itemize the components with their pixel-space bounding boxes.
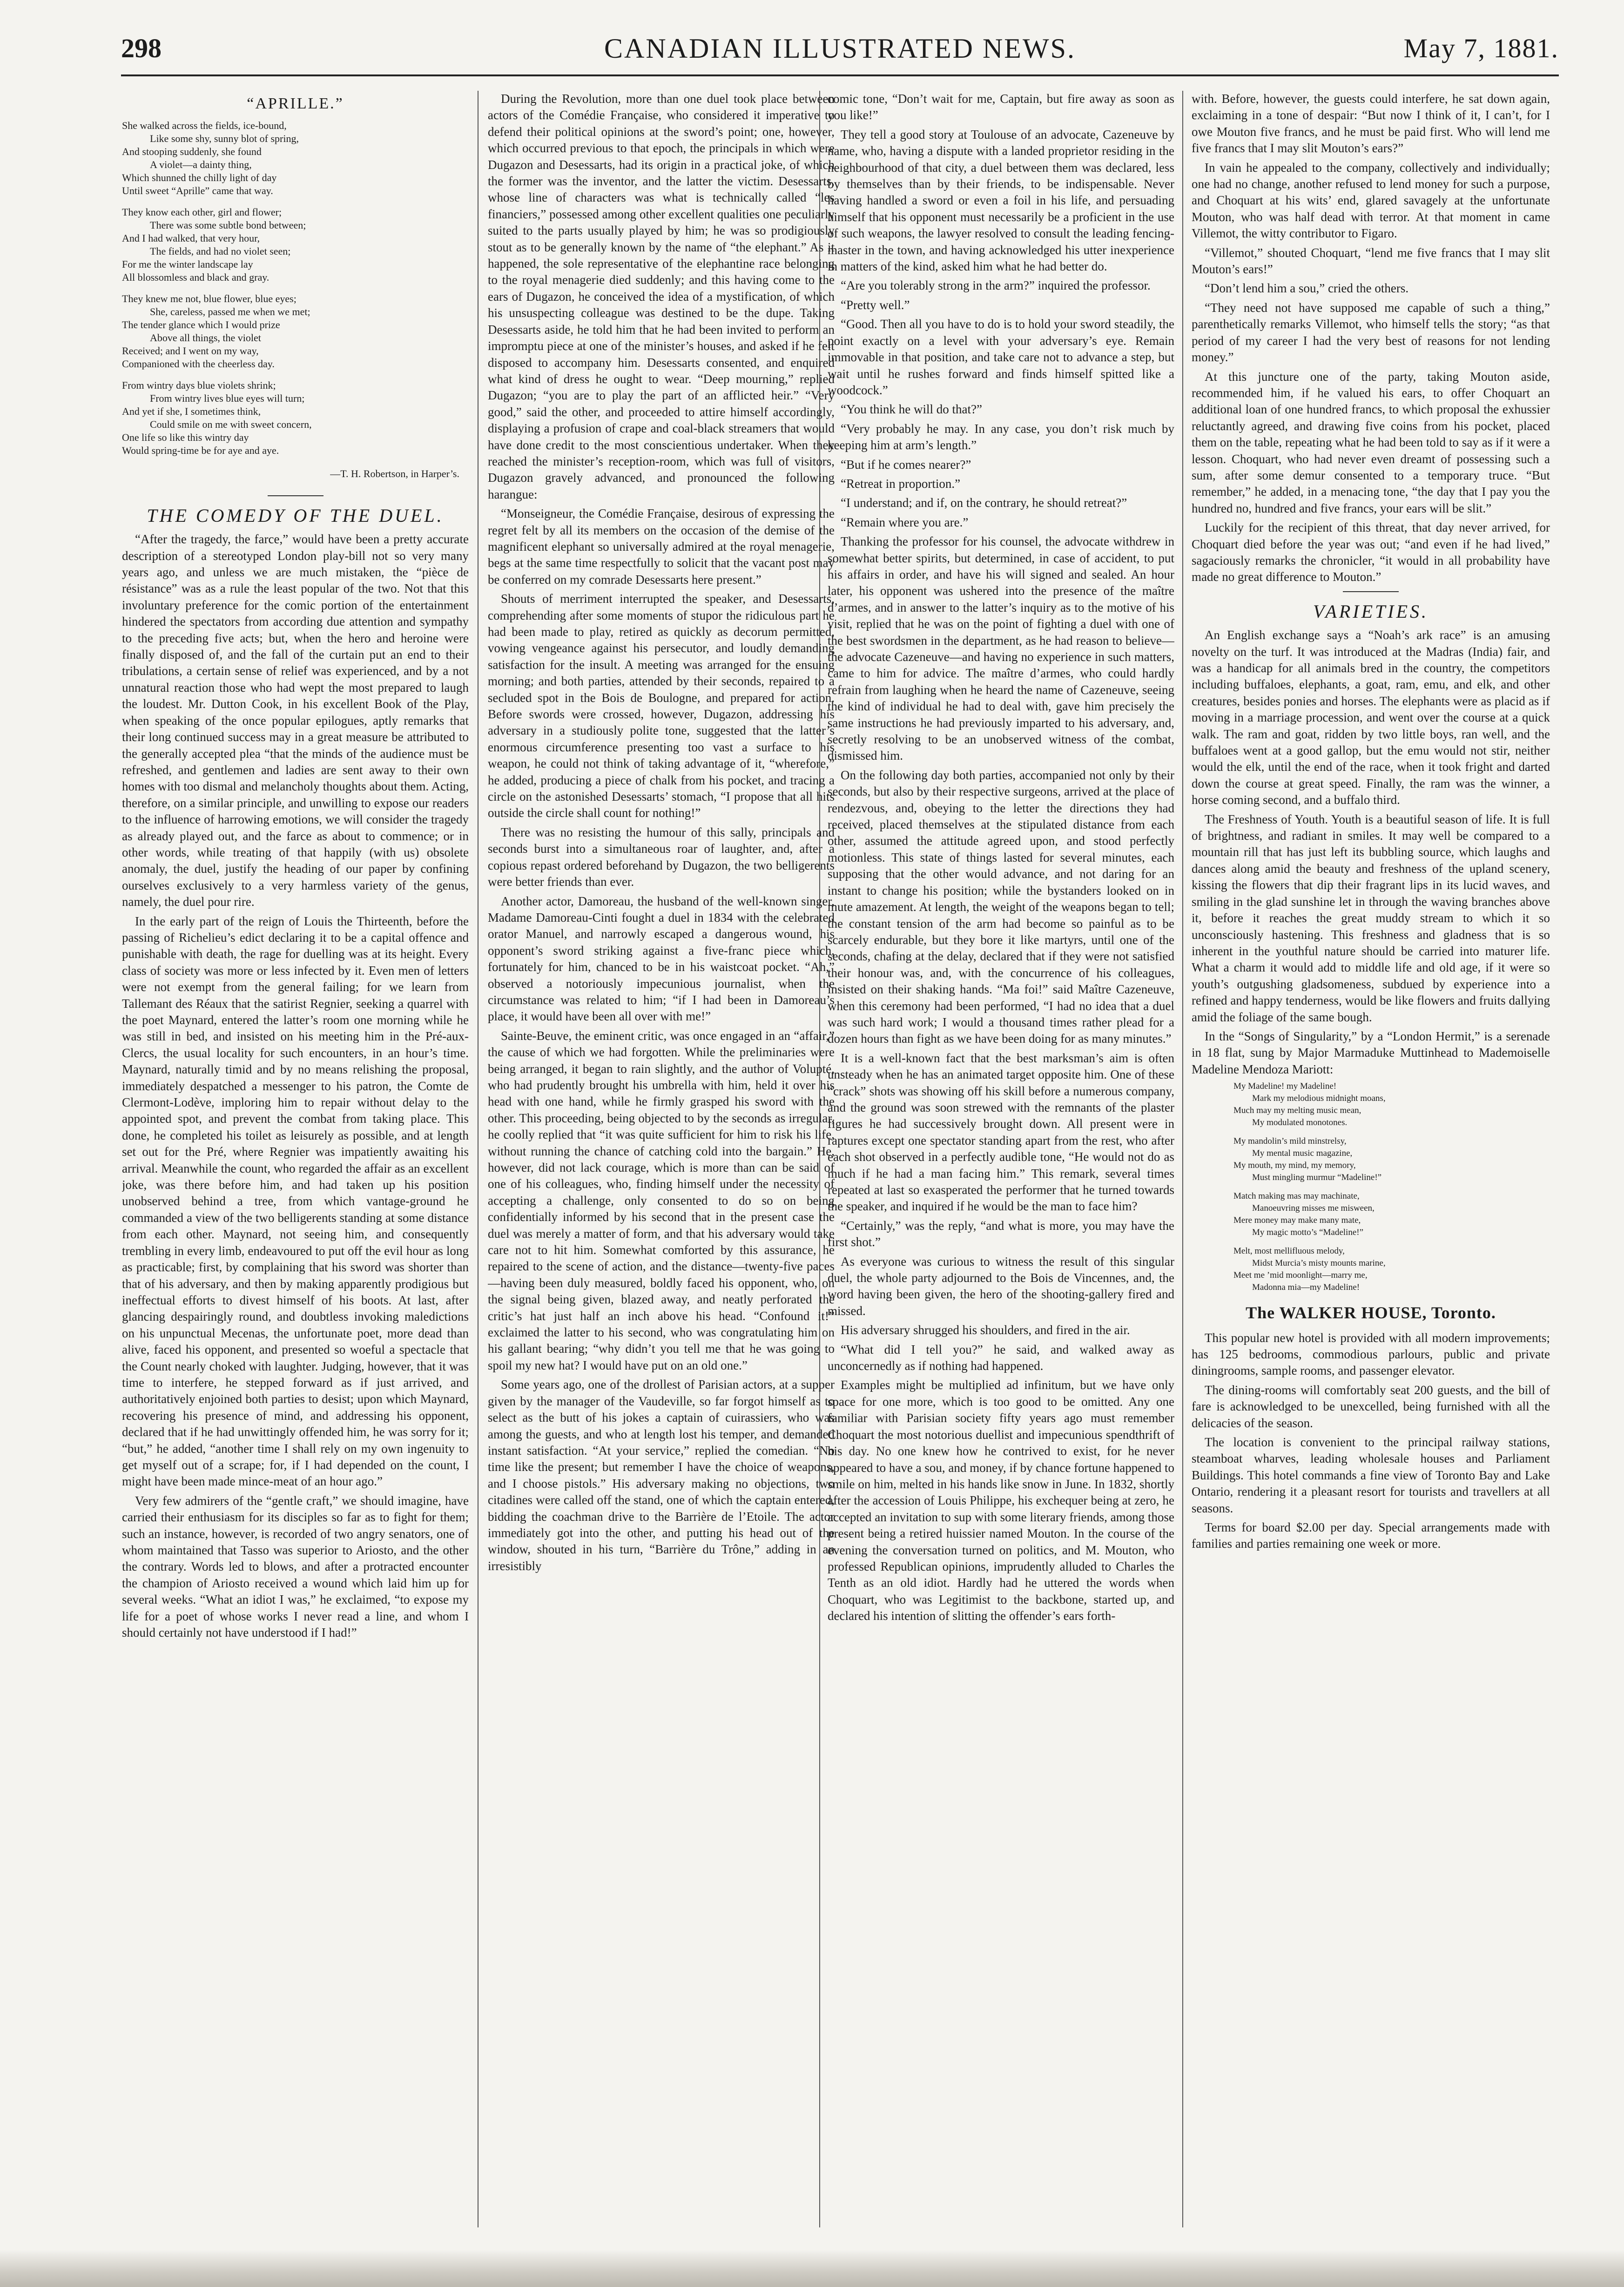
song-stanza — [1233, 1080, 1550, 1129]
article-paragraph: Shouts of merriment interrupted the speaker, and Desessarts, comprehending after some moments of stupor the ridiculous part he had been made to play, retired as quickly as decorum permitted, vowing vengeance against his persecutor, and loudly demanding satisfaction for the insult. A meeting was arranged for the ensuing morning; and both parties, attended by their seconds, repaired to a secluded spot in the Bois de Boulogne, and prepared for action. Before swords were crossed, however, Dugazon, addressing his adversary in a studiously polite tone, suggested that the latter’s enormous circumference presenting too vast a surface to his weapon, he could not think of taking advantage of it, “wherefore,” he added, producing a piece of chalk from his pocket, and tracing a circle on the astonished Desessarts’ stomach, “I propose that all hits outside the circle shall count for nothing!” — [488, 592, 835, 820]
article-paragraph: with. Before, however, the guests could interfere, he sat down again, exclaiming in a tone of despair: “But now I think of it, I can’t, for I owe Mouton five francs, and he must be paid first. Who will lend me five francs that I may slit Mouton’s ears?” — [1192, 92, 1550, 155]
poem-line: The fields, and had no violet seen; — [150, 245, 291, 257]
article-paragraph: “After the tragedy, the farce,” would have been a pretty accurate description of a stereotyped London play-bill not so very many years ago, and unless we are much mistaken, the “pièce de résistance” was as a rule the least popular of the two. Not that this involuntary preference for the comic portion of the entertainment hindered the spectators from according due attention and sympathy to the preceding five acts; but, when the hero and heroine were finally disposed of, and the fall of the curtain put an end to their tribulations, a certain sense of relief was experienced, and by a not unnatural reaction those who had wept the most prepared to laugh the loudest. Mr. Dutton Cook, in his excellent Book of the Play, when speaking of the once popular epilogues, aptly remarks that their long continued success may in a great measure be attributed to the generally accepted plea “that the minds of the audience must be refreshed, and gentlemen and ladies are sent away to their own homes with too dismal and melancholy thoughts about them. Acting, therefore, on a similar principle, and unwilling to expose our readers to the influence of harrowing emotions, we will consider the tragedy as already played out, and the farce as about to commence; or in other words, while treating of that happily (with us) obsolete anomaly, the duel, justify the heading of our paper by confining ourselves exclusively to a very harmless variety of the genus, namely, the duel pour rire. — [122, 532, 469, 909]
song-line: Melt, most mellifluous melody, — [1233, 1246, 1345, 1256]
poem-line: They knew me not, blue flower, blue eyes; — [122, 293, 296, 305]
article-paragraph: “But if he comes nearer?” — [841, 457, 971, 472]
song-line: Mere money may make many mate, — [1233, 1215, 1361, 1226]
song-line: Much may my melting music mean, — [1233, 1106, 1361, 1116]
poem-line: Received; and I went on my way, — [122, 345, 259, 357]
article-paragraph: Another actor, Damoreau, the husband of the well-known singer, Madame Damoreau-Cinti fought a duel in 1834 with the celebrated orator Manuel, and narrowly escaped a dangerous wound, his opponent’s sword striking against a five-franc piece which, fortunately for him, chanced to be in his waistcoat pocket. “Ah,” observed a notoriously impecunious journalist, when the circumstance was related to him; “if I had been in Damoreau’s place, it would have been all over with me!” — [488, 894, 835, 1024]
column-2 — [488, 91, 835, 2246]
page-bottom-edge — [0, 2250, 1624, 2287]
article-paragraph: It is a well-known fact that the best marksman’s aim is often unsteady when he has an animated target opposite him. One of these “crack” shots was showing off his skill before a numerous company, and the ground was soon strewed with the remnants of the plaster figures he had successively brought down. All present were in raptures except one spectator standing apart from the rest, who after each shot observed in a perfectly audible tone, “He would not do as much if he had a man facing him.” This remark, several times repeated at last so exasperated the performer that he turned towards the speaker, and inquired if he would be the man to face him? — [828, 1051, 1174, 1214]
article-paragraph: “They need not have supposed me capable of such a thing,” parenthetically remarks Villemot, who himself tells the story; “as that period of my career I had the very best of reasons for not lending money.” — [1192, 300, 1550, 364]
hotel-ad-paragraph: Terms for board $2.00 per day. Special arrangements made with families and parties remaining one week or more. — [1192, 1520, 1550, 1551]
article-paragraph: “Don’t lend him a sou,” cried the others. — [1205, 281, 1409, 296]
article-paragraph: “Are you tolerably strong in the arm?” inquired the professor. — [841, 278, 1151, 293]
hotel-ad-paragraph: The location is convenient to the principal railway stations, steamboat wharves, leading wholesale houses and Parliament Buildings. This hotel commands a fine view of Toronto Bay and Lake Ontario, rendering it a pleasant resort for tourists and travellers at all seasons. — [1192, 1435, 1550, 1515]
serenade-verse — [1233, 1080, 1550, 1294]
poem-line: Could smile on me with sweet concern, — [150, 418, 312, 431]
column-divider — [1182, 91, 1183, 2227]
poem-line: Which shunned the chilly light of day — [122, 172, 277, 184]
article-paragraph: “Villemot,” shouted Choquart, “lend me five francs that I may slit Mouton’s ears!” — [1192, 245, 1550, 277]
article-paragraph: “Certainly,” was the reply, “and what is more, you may have the first shot.” — [828, 1218, 1174, 1249]
issue-date: May 7, 1881. — [1403, 33, 1559, 63]
poem-line: She walked across the fields, ice-bound, — [122, 120, 287, 132]
poem-stanza — [122, 206, 469, 284]
article-paragraph: Thanking the professor for his counsel, the advocate withdrew in somewhat better spirits, but determined, in case of accident, to put his affairs in order, and have his will signed and sealed. An hour later, his opponent was ushered into the presence of the maître d’armes, and in answer to the latter’s inquiry as to the motive of his visit, replied that he was on the point of fighting a duel with one of the best swordsmen in the department, as he had reason to believe—the advocate Cazeneuve—and having no experience in such matters, came to him for advice. The maître d’armes, who could hardly refrain from laughing when he heard the name of Cazeneuve, seeing the kind of individual he had to deal with, gave him precisely the same instructions he had previously imparted to his adversary, and, secretly resolving to be an unobserved witness of the combat, dismissed him. — [828, 534, 1174, 763]
poem-aprille — [122, 119, 469, 457]
poem-line: Like some shy, sunny blot of spring, — [150, 133, 299, 145]
hotel-ad-paragraph: The dining-rooms will comfortably seat 200 guests, and the bill of fare is acknowledged to be unexcelled, being furnished with all the delicacies of the season. — [1192, 1383, 1550, 1430]
song-line: My magic motto’s “Madeline!” — [1252, 1228, 1364, 1238]
poem-line: She, careless, passed me when we met; — [150, 306, 310, 318]
song-stanza — [1233, 1245, 1550, 1294]
article-paragraph: “Remain where you are.” — [841, 515, 969, 529]
poem-line: From wintry days blue violets shrink; — [122, 379, 276, 391]
song-line: Manoeuvring misses me misween, — [1252, 1203, 1375, 1214]
article-paragraph: “Pretty well.” — [841, 297, 910, 312]
varieties-paragraph: An English exchange says a “Noah’s ark race” is an amusing novelty on the turf. It was introduced at the Madras (India) fair, and was a handicap for all animals bred in the country, the competitors including buffaloes, elephants, a goat, ram, emu, and elk, and other creatures, besides ponies and horses. The elephants were as placid as if moving in a marriage procession, and went over the course at a quick walk. The ram and goat, ridden by two little boys, ran well, and the buffaloes went at a good gallop, but the emu would not stir, neither would the elk, until the end of the race, when it took fright and darted down the course at great speed. Finally, the ram was the winner, a horse coming second, and a buffalo third. — [1192, 628, 1550, 807]
article-paragraph: As everyone was curious to witness the result of this singular duel, the whole party adjourned to the Bois de Vincennes, and, the word having been given, the hero of the shooting-gallery fired and missed. — [828, 1254, 1174, 1318]
song-stanza — [1233, 1190, 1550, 1239]
newspaper-title: CANADIAN ILLUSTRATED NEWS. — [604, 33, 1076, 64]
poem-stanza — [122, 292, 469, 371]
article-paragraph: “Good. Then all you have to do is to hold your sword steadily, the point exactly on a level with your adversary’s eye. Remain immovable in that position, and take care not to advance a step, but wait until he rushes forward and finds himself spitted like a woodcock.” — [828, 317, 1174, 397]
article-paragraph: Sainte-Beuve, the eminent critic, was once engaged in an “affair,” the cause of which we had forgotten. While the preliminaries were being arranged, it began to rain slightly, and the author of Volupté, who had prudently brought his umbrella with him, held it over his head with one hand, while he firmly grasped his sword with the other. This proceeding, being objected to by the seconds as irregular, he coolly replied that “it was quite sufficient for him to risk his life, without running the chance of catching cold into the bargain.” He, however, did not lack courage, which is more than can be said of one of his colleagues, who, finding himself under the necessity of accepting a challenge, only consented to do so on being confidentially informed by his second that in the present case the duel was merely a matter of form, and that his adversary would take care not to hit him. Somewhat comforted by this assurance, he repaired to the scene of action, and the distance—twenty-five paces—having been duly measured, boldly faced his opponent, who, on the signal being given, blazed away, and neatly perforated the critic’s hat just half an inch above his head. “Confound it!” exclaimed the latter to his second, who was congratulating him on his gallant bearing; “why didn’t you tell me that he was going to spoil my new hat? I would have put on an old one.” — [488, 1028, 835, 1372]
poem-stanza — [122, 379, 469, 457]
poem-line: They know each other, girl and flower; — [122, 206, 282, 218]
song-line: Meet me ’mid moonlight—marry me, — [1233, 1270, 1368, 1281]
poem-line: And I had walked, that very hour, — [122, 232, 260, 244]
article-paragraph: They tell a good story at Toulouse of an advocate, Cazeneuve by name, who, having a dispute with a landed proprietor residing in the neighbourhood of that city, a duel between them was declared, less by themselves than by their friends, to be indispensable. Never having handled a sword or even a foil in his life, and persuading himself that his opponent must necessarily be a proficient in the use of such weapons, the lawyer resolved to consult the leading fencing-master in the town, and having acknowledged his utter inexperience in matters of the kind, asked him what he had better do. — [828, 127, 1174, 274]
song-line: Madonna mia—my Madeline! — [1252, 1282, 1360, 1293]
poem-title: “APRILLE.” — [247, 95, 344, 112]
poem-line: From wintry lives blue eyes will turn; — [150, 392, 305, 405]
article-paragraph: “Retreat in proportion.” — [841, 476, 961, 491]
page-header — [121, 33, 1559, 70]
song-line: Match making mas may machinate, — [1233, 1191, 1360, 1201]
poem-line: One life so like this wintry day — [122, 432, 249, 444]
poem-line: Until sweet “Aprille” came that way. — [122, 185, 273, 197]
poem-attribution: —T. H. Robertson, in Harper’s. — [330, 468, 459, 480]
column-4 — [1192, 91, 1550, 1953]
article-paragraph: Some years ago, one of the drollest of Parisian actors, at a supper given by the manager of the Vaudeville, so far forgot himself as to select as the butt of his jokes a captain of cuirassiers, who was among the guests, and who at length lost his temper, and demanded instant satisfaction. “At your service,” replied the comedian. “No time like the present; but remember I have the choice of weapons, and I choose pistols.” His adversary making no objections, two citadines were called off the stand, one of which the captain entered, bidding the coachman drive to the Barrière de l’Etoile. The actor immediately got into the other, and putting his head out of the window, shouted in his turn, “Barrière du Trône,” adding in an irresistibly — [488, 1377, 835, 1573]
article-paragraph: comic tone, “Don’t wait for me, Captain, but fire away as soon as you like!” — [828, 92, 1174, 122]
song-line: My Madeline! my Madeline! — [1233, 1081, 1337, 1092]
poem-line: Companioned with the cheerless day. — [122, 358, 275, 370]
article-paragraph: On the following day both parties, accompanied not only by their seconds, but also by their respective surgeons, arrived at the place of rendezvous, and, obeying to the letter the directions they had received, placed themselves at the stipulated distance from each other, assumed the attitude agreed upon, and stood perfectly motionless. This state of things lasted for several minutes, each supposing that the other would advance, and not daring for an instant to change his position; while the bystanders looked on in mute amazement. At length, the weight of the weapons began to tell; the constant tension of the arm had become so painful as to be scarcely endurable, but they bore it like martyrs, until one of the seconds, chafing at the delay, declared that if they were not satisfied their honour was, and, with the concurrence of his colleagues, insisted on their shaking hands. “Ma foi!” said Maître Cazeneuve, when this ceremony had been performed, “I had no idea that a duel was such hard work; I would a thousand times rather plead for a dozen hours than fight as we have been doing for as many minutes.” — [828, 768, 1174, 1046]
header-rule — [121, 74, 1559, 76]
article-paragraph: “I understand; and if, on the contrary, he should retreat?” — [841, 496, 1127, 510]
hotel-ad-paragraph: This popular new hotel is provided with all modern improvements; has 125 bedrooms, commodious parlours, public and private diningrooms, sample rooms, and passenger elevator. — [1192, 1330, 1550, 1378]
song-line: My mental music magazine, — [1252, 1148, 1353, 1159]
poem-line: For me the winter landscape lay — [122, 258, 253, 270]
column-1 — [122, 91, 469, 2246]
article-paragraph: Luckily for the recipient of this threat, that day never arrived, for Choquart died before the year was out; “and even if he had lived,” sagaciously remarks the chronicler, “it would in all probability have made no great difference to Mouton.” — [1192, 520, 1550, 584]
article-paragraph: “You think he will do that?” — [841, 402, 982, 417]
section-divider — [268, 495, 323, 496]
song-line: My mandolin’s mild minstrelsy, — [1233, 1136, 1347, 1147]
article-paragraph: “Monseigneur, the Comédie Française, desirous of expressing the regret felt by all its members on the occasion of the demise of the magnificent elephant so universally admired at the royal menagerie, begs at the same time respectfully to solicit that the vacant post may be conferred on my comrade Desessarts here present.” — [488, 506, 835, 587]
column-3 — [828, 91, 1174, 2246]
article-paragraph: In the early part of the reign of Louis the Thirteenth, before the passing of Richelieu’s edict declaring it to be a capital offence and punishable with death, the rage for duelling was at its height. Every class of society was more or less infected by it. Even men of letters were not exempt from the general failing; for we learn from Tallemant des Réaux that the satirist Regnier, seeking a quarrel with the poet Maynard, entered the latter’s room one morning while he was still in bed, and insisted on his meeting him in the Pré-aux-Clercs, the usual locality for such encounters, in an hour’s time. Maynard, naturally timid and by no means relishing the proposal, immediately despatched a messenger to his patron, the Comte de Clermont-Lodève, imploring him to repair without delay to the appointed spot, and prevent the combat from taking place. This done, he completed his toilet as leisurely as possible, and at length set out for the Pré, where Regnier was impatiently awaiting his arrival. Meanwhile the count, who regarded the affair as an excellent joke, was there before him, and had taken up his position unobserved behind a tree, from which vantage-ground he commanded a view of the two belligerents standing at some distance from each other. Maynard, not seeing him, and consequently trembling in every limb, endeavoured to put off the evil hour as long as practicable; first, by complaining that his sword was shorter than that of his adversary, and then by making apparently prodigious but ineffectual efforts to divest himself of his boots. At last, after glancing despairingly round, and doubtless invoking maledictions on his unpunctual Mecenas, the unfortunate poet, more dead than alive, faced his opponent, and presented so woeful a spectacle that the Count nearly choked with laughter. Judging, however, that it was time to interfere, he stepped forward as if just arrived, and authoritatively enjoined both parties to desist; upon which Maynard, recovering his presence of mind, and addressing his opponent, declared that if he had unwittingly offended him, he was sorry for it; “but,” he added, “another time I shall rely on my own ingenuity to get myself out of a scrape; for, if I had depended on the count, I might have been made mince-meat of an hour ago.” — [122, 914, 469, 1489]
article-paragraph: During the Revolution, more than one duel took place between actors of the Comédie Française, who considered it imperative to defend their political opinions at the sword’s point; one, however, which occurred previous to that epoch, the principals in which were Dugazon and Desessarts, had its origin in a practical joke, of which the former was the inventor, and the latter the victim. Desessarts, whose line of characters was what is technically called “les financiers,” possessed among other excellent qualities one peculiarly suited to the parts usually played by him; he was so prodigiously stout as to be generally known by the name of “the elephant.” As it happened, the sole representative of the elephantine race belonging to the royal menagerie died suddenly; and this having come to the ears of Dugazon, he conceived the idea of a mystification, of which his unsuspecting colleague was destined to be the dupe. Taking Desessarts aside, he told him that he had been invited to perform an impromptu piece at one of the minister’s houses, and asked if he felt disposed to accompany him. Desessarts consented, and enquired what kind of dress he ought to wear. “Deep mourning,” replied Dugazon; “you are to play the part of an afflicted heir.” “Very good,” said the other, and proceeded to attire himself accordingly, displaying a profusion of crape and coal-black streamers that would have done credit to the most conscientious undertaker. When they reached the minister’s reception-room, which was full of visitors, Dugazon gravely advanced, and pronounced the following harangue: — [488, 92, 835, 501]
article-title: THE COMEDY OF THE DUEL. — [147, 505, 444, 526]
song-line: Midst Murcia’s misty mounts marine, — [1252, 1258, 1386, 1268]
hotel-ad-title: The WALKER HOUSE, Toronto. — [1246, 1303, 1496, 1322]
article-paragraph: “What did I tell you?” he said, and walked away as unconcernedly as if nothing had happened. — [828, 1342, 1174, 1373]
song-stanza — [1233, 1135, 1550, 1184]
poem-line: The tender glance which I would prize — [122, 319, 280, 331]
poem-stanza — [122, 119, 469, 197]
article-paragraph: There was no resisting the humour of this sally, principals and seconds burst into a simultaneous roar of laughter, and, after a copious repast ordered beforehand by Dugazon, the two belligerents were better friends than ever. — [488, 825, 835, 889]
poem-line: Above all things, the violet — [150, 332, 261, 344]
poem-line: Would spring-time be for aye and aye. — [122, 445, 279, 457]
song-line: My mouth, my mind, my memory, — [1233, 1160, 1356, 1171]
article-paragraph: Examples might be multiplied ad infinitum, but we have only space for one more, which is too good to be omitted. Any one familiar with Parisian society fifty years ago must remember Choquart the most notorious duellist and impecunious spendthrift of his day. No one knew how he contrived to exist, for he never appeared to have a sou, and money, if by chance fortune happened to smile on him, melted in his hands like snow in June. In 1832, shortly after the accession of Louis Philippe, his exchequer being at zero, he accepted an invitation to sup with some literary friends, among those present being a retired huissier named Mouton. In the course of the evening the conversation turned on politics, and M. Mouton, who professed Republican opinions, imprudently alluded to Charles the Tenth as an old idiot. Hardly had he uttered the words when Choquart, who was Legitimist to the backbone, started up, and declared his intention of slitting the offender’s ears forth- — [828, 1378, 1174, 1623]
article-paragraph: His adversary shrugged his shoulders, and fired in the air. — [841, 1323, 1130, 1337]
article-paragraph: “Very probably he may. In any case, you don’t risk much by keeping him at arm’s length.” — [828, 421, 1174, 452]
poem-line: All blossomless and black and gray. — [122, 271, 270, 283]
article-paragraph: Very few admirers of the “gentle craft,” we should imagine, have carried their enthusiasm for its disciples so far as to fight for them; such an instance, however, is recorded of two angry senators, one of whom maintained that Tasso was superior to Ariosto, and the other the contrary. Words led to blows, and after a protracted encounter the champion of Ariosto received a wound which laid him up for several weeks. “What an idiot I was,” he exclaimed, “to expose my life for a poet of whose works I never read a line, and whom I should certainly not have understood if I had!” — [122, 1493, 469, 1640]
article-paragraph: In vain he appealed to the company, collectively and individually; one had no change, another refused to lend money for such a purpose, and Choquart at his wits’ end, glared savagely at the unfortunate Mouton, who was half dead with terror. At that moment in came Villemot, the witty contributor to Figaro. — [1192, 160, 1550, 241]
varieties-title: VARIETIES. — [1313, 600, 1429, 622]
varieties-paragraph: The Freshness of Youth. Youth is a beautiful season of life. It is full of brightness, and radiant in smiles. It may well be compared to a mountain rill that has just left its bubbling source, which laughs and dances along amid the beauty and freshness of the upland scenery, kissing the flowers that dip their fragrant lips in its lucid waves, and smiling in the glad sunshine let in through the waving branches above it, before it reaches the great muddy stream to which it so unconsciously hastening. This freshness and gladness that is so inherent in the youthful nature should be carried into maturer life. What a charm it would add to middle life and old age, if it were so youth’s outgushing gladsomeness, subdued by experience into a refined and happy tenderness, would be like flowers and fruits dallying amid the foliage of the same bough. — [1192, 812, 1550, 1024]
song-line: Mark my melodious midnight moans, — [1252, 1093, 1386, 1104]
section-divider — [1343, 591, 1399, 592]
song-line: My modulated monotones. — [1252, 1118, 1348, 1128]
poem-line: And stooping suddenly, she found — [122, 146, 262, 158]
varieties-paragraph: In the “Songs of Singularity,” by a “London Hermit,” is a serenade in 18 flat, sung by Major Marmaduke Muttinhead to Mademoiselle Madeline Mendoza Mariott: — [1192, 1029, 1550, 1076]
article-paragraph: At this juncture one of the party, taking Mouton aside, recommended him, if he valued his ears, to offer Choquart an additional loan of one hundred francs, to which proposal the exhussier reluctantly agreed, and drawing five coins from his pocket, placed them on the table, repeating what he had been told to say as if it were a lesson. Choquart, who had never even dreamt of possessing such a sum, after some demur consented to a temporary truce. “But remember,” he added, in a menacing tone, “the day that I pay you the hundred no, hundred and five francs, your ears will be slit.” — [1192, 369, 1550, 515]
song-line: Must mingling murmur “Madeline!” — [1252, 1173, 1382, 1183]
poem-line: And yet if she, I sometimes think, — [122, 405, 261, 418]
poem-line: A violet—a dainty thing, — [150, 159, 252, 171]
page-number: 298 — [121, 33, 162, 63]
poem-line: There was some subtle bond between; — [150, 219, 306, 231]
